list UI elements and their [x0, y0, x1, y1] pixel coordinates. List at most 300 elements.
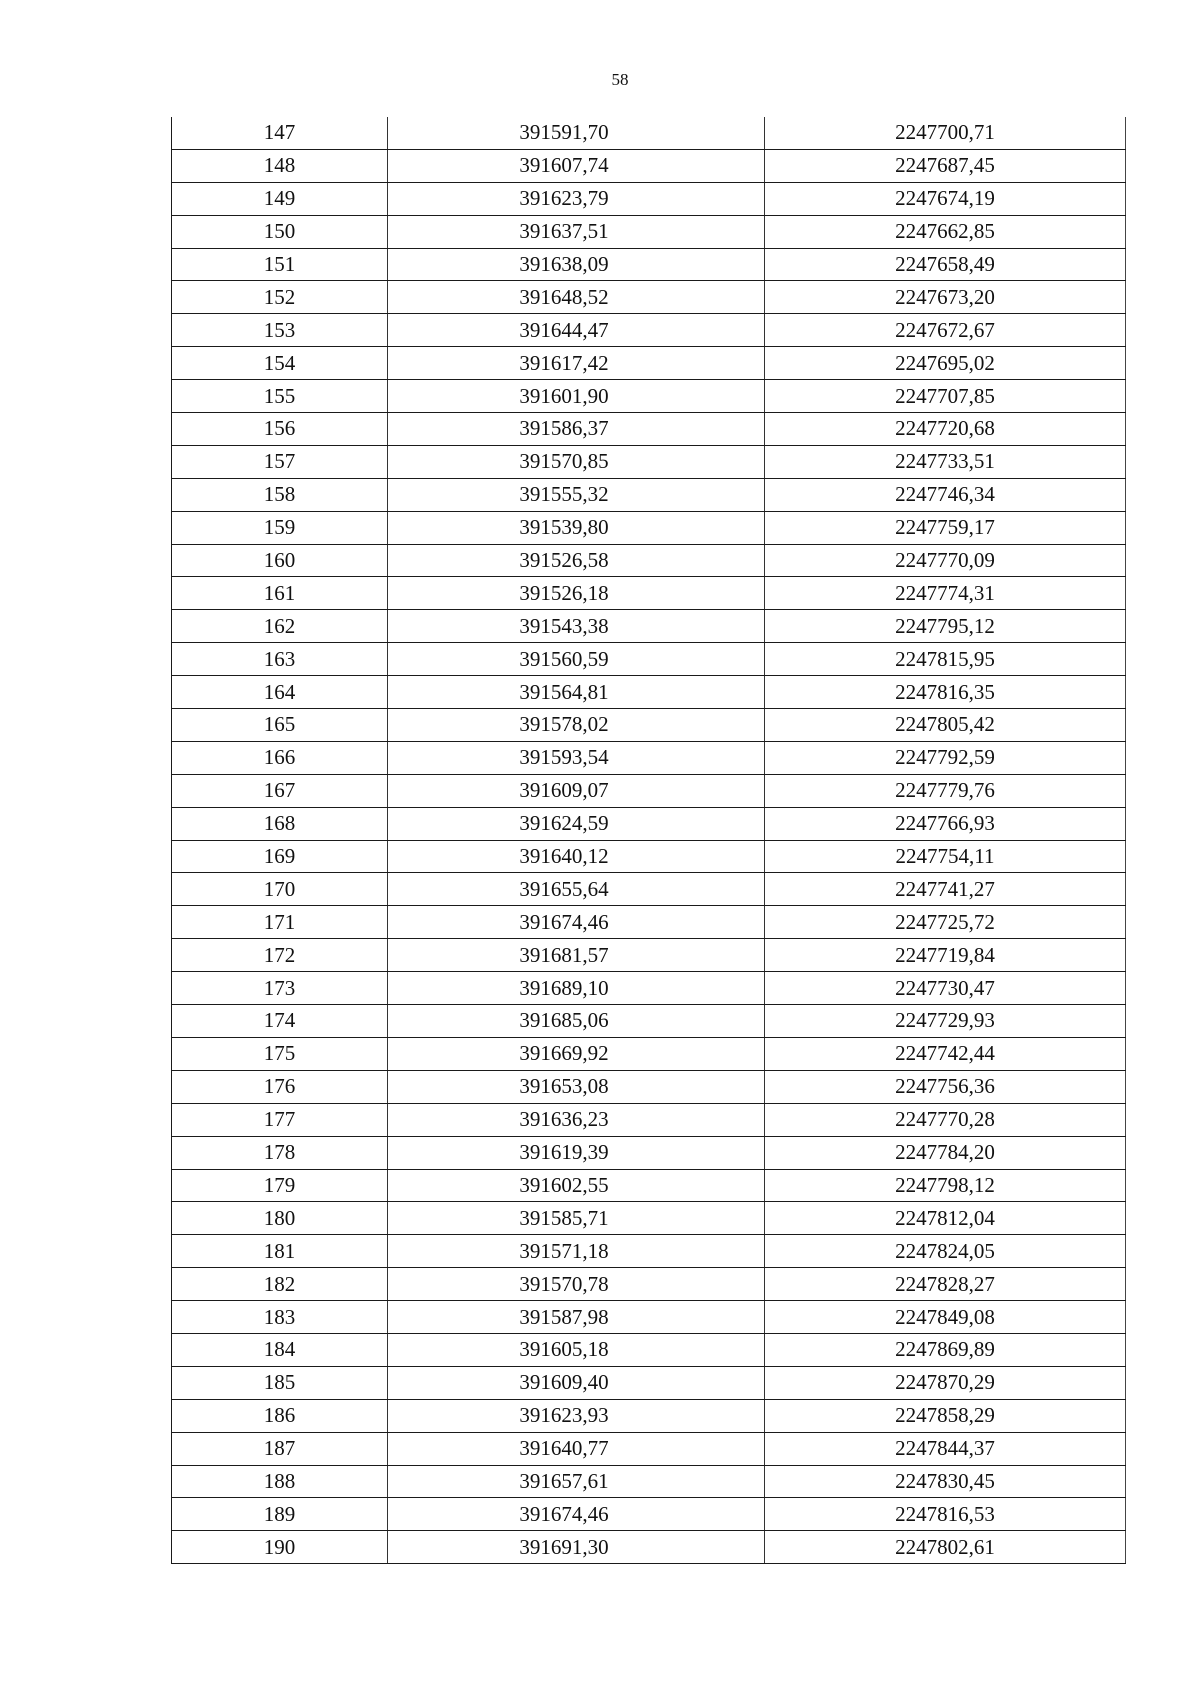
y-coordinate-cell [765, 1169, 1126, 1202]
table-row [172, 1037, 1126, 1070]
x-coordinate-cell [388, 676, 765, 709]
cell-text: 2247816,35 [895, 679, 995, 704]
x-coordinate-cell [388, 1202, 765, 1235]
point-number-cell [172, 149, 388, 182]
y-coordinate-cell [765, 1301, 1126, 1334]
table-row [172, 248, 1126, 281]
cell-text: 391578,02 [519, 712, 609, 737]
y-coordinate-cell [765, 413, 1126, 446]
cell-text: 391648,52 [519, 284, 609, 309]
cell-text: 154 [263, 350, 296, 375]
y-coordinate-cell [765, 1037, 1126, 1070]
page-number: 58 [611, 70, 629, 89]
table-row [172, 709, 1126, 742]
table-row [172, 1432, 1126, 1465]
cell-text: 189 [263, 1501, 296, 1526]
cell-text: 391609,40 [519, 1370, 609, 1395]
table-row [172, 577, 1126, 610]
point-number-cell [172, 709, 388, 742]
table-row [172, 1301, 1126, 1334]
cell-text: 163 [263, 646, 296, 671]
y-coordinate-cell [765, 1202, 1126, 1235]
x-coordinate-cell [388, 1268, 765, 1301]
table-row [172, 544, 1126, 577]
y-coordinate-cell [765, 149, 1126, 182]
cell-text: 2247779,76 [895, 778, 995, 803]
x-coordinate-cell [388, 1399, 765, 1432]
x-coordinate-cell [388, 1136, 765, 1169]
cell-text: 391607,74 [519, 153, 609, 178]
x-coordinate-cell [388, 972, 765, 1005]
cell-text: 155 [263, 383, 296, 408]
table-row [172, 1005, 1126, 1038]
cell-text: 391601,90 [519, 383, 609, 408]
y-coordinate-cell [765, 840, 1126, 873]
cell-text: 391619,39 [519, 1140, 609, 1165]
x-coordinate-cell [388, 807, 765, 840]
point-number-cell [172, 1498, 388, 1531]
point-number-cell [172, 906, 388, 939]
y-coordinate-cell [765, 1399, 1126, 1432]
x-coordinate-cell [388, 445, 765, 478]
table-row [172, 1268, 1126, 1301]
cell-text: 391571,18 [519, 1238, 609, 1263]
cell-text: 2247673,20 [895, 284, 995, 309]
x-coordinate-cell [388, 1070, 765, 1103]
point-number-cell [172, 1103, 388, 1136]
cell-text: 391605,18 [519, 1337, 609, 1362]
point-number-cell [172, 1399, 388, 1432]
cell-text: 391526,18 [519, 580, 609, 605]
x-coordinate-cell [388, 741, 765, 774]
cell-text: 2247662,85 [895, 219, 995, 244]
point-number-cell [172, 413, 388, 446]
cell-text: 2247858,29 [895, 1403, 995, 1428]
cell-text: 176 [263, 1074, 296, 1099]
cell-text: 2247816,53 [895, 1501, 995, 1526]
table-row [172, 314, 1126, 347]
cell-text: 172 [263, 942, 296, 967]
cell-text: 170 [263, 876, 296, 901]
cell-text: 2247725,72 [895, 909, 995, 934]
cell-text: 2247844,37 [895, 1436, 995, 1461]
coordinates-table-body [172, 117, 1126, 1564]
cell-text: 2247795,12 [895, 613, 995, 638]
x-coordinate-cell [388, 1465, 765, 1498]
cell-text: 2247756,36 [895, 1074, 995, 1099]
point-number-cell [172, 1202, 388, 1235]
table-row [172, 1235, 1126, 1268]
cell-text: 391560,59 [519, 646, 609, 671]
cell-text: 2247687,45 [895, 153, 995, 178]
table-row [172, 511, 1126, 544]
point-number-cell [172, 1235, 388, 1268]
table-row [172, 1465, 1126, 1498]
y-coordinate-cell [765, 1432, 1126, 1465]
cell-text: 391624,59 [519, 811, 609, 836]
cell-text: 2247770,09 [895, 548, 995, 573]
cell-text: 2247828,27 [895, 1271, 995, 1296]
cell-text: 2247658,49 [895, 252, 995, 276]
cell-text: 2247798,12 [895, 1172, 995, 1197]
table-row [172, 643, 1126, 676]
y-coordinate-cell [765, 1103, 1126, 1136]
cell-text: 391586,37 [519, 416, 609, 441]
y-coordinate-cell [765, 511, 1126, 544]
y-coordinate-cell [765, 906, 1126, 939]
cell-text: 2247733,51 [895, 449, 995, 474]
cell-text: 391564,81 [519, 679, 609, 704]
cell-text: 391609,07 [519, 778, 609, 803]
point-number-cell [172, 1136, 388, 1169]
cell-text: 391617,42 [519, 350, 609, 375]
table-row [172, 413, 1126, 446]
point-number-cell [172, 1169, 388, 1202]
cell-text: 391591,70 [519, 120, 609, 145]
cell-text: 2247695,02 [895, 350, 995, 375]
point-number-cell [172, 445, 388, 478]
y-coordinate-cell [765, 939, 1126, 972]
cell-text: 391539,80 [519, 515, 609, 540]
cell-text: 168 [263, 811, 296, 836]
cell-text: 2247802,61 [895, 1534, 995, 1559]
x-coordinate-cell [388, 215, 765, 248]
cell-text: 175 [263, 1041, 296, 1066]
table-row [172, 1103, 1126, 1136]
cell-text: 391585,71 [519, 1205, 609, 1230]
cell-text: 183 [263, 1304, 296, 1329]
cell-text: 158 [263, 482, 296, 507]
cell-text: 391685,06 [519, 1008, 609, 1033]
point-number-cell [172, 117, 388, 149]
cell-text: 391526,58 [519, 548, 609, 573]
y-coordinate-cell [765, 347, 1126, 380]
cell-text: 2247784,20 [895, 1140, 995, 1165]
cell-text: 391570,78 [519, 1271, 609, 1296]
x-coordinate-cell [388, 281, 765, 314]
cell-text: 391637,51 [519, 219, 609, 244]
x-coordinate-cell [388, 347, 765, 380]
cell-text: 2247672,67 [895, 317, 995, 342]
x-coordinate-cell [388, 413, 765, 446]
x-coordinate-cell [388, 1235, 765, 1268]
cell-text: 391593,54 [519, 745, 609, 770]
point-number-cell [172, 1432, 388, 1465]
cell-text: 178 [263, 1140, 296, 1165]
y-coordinate-cell [765, 676, 1126, 709]
x-coordinate-cell [388, 643, 765, 676]
x-coordinate-cell [388, 1103, 765, 1136]
y-coordinate-cell [765, 1465, 1126, 1498]
x-coordinate-cell [388, 149, 765, 182]
cell-text: 2247729,93 [895, 1008, 995, 1033]
y-coordinate-cell [765, 478, 1126, 511]
x-coordinate-cell [388, 1432, 765, 1465]
table-row [172, 774, 1126, 807]
point-number-cell [172, 1037, 388, 1070]
cell-text: 188 [263, 1468, 296, 1493]
cell-text: 2247674,19 [895, 186, 995, 211]
cell-text: 391674,46 [519, 1501, 609, 1526]
table-row [172, 1366, 1126, 1399]
cell-text: 152 [263, 284, 296, 309]
x-coordinate-cell [388, 544, 765, 577]
cell-text: 147 [263, 120, 296, 145]
x-coordinate-cell [388, 1301, 765, 1334]
table-row [172, 182, 1126, 215]
table-row [172, 873, 1126, 906]
point-number-cell [172, 281, 388, 314]
cell-text: 391691,30 [519, 1534, 609, 1559]
y-coordinate-cell [765, 873, 1126, 906]
cell-text: 2247824,05 [895, 1238, 995, 1263]
cell-text: 2247830,45 [895, 1468, 995, 1493]
x-coordinate-cell [388, 380, 765, 413]
table-row [172, 840, 1126, 873]
point-number-cell [172, 314, 388, 347]
x-coordinate-cell [388, 709, 765, 742]
table-row [172, 906, 1126, 939]
table-row [172, 1531, 1126, 1564]
y-coordinate-cell [765, 1136, 1126, 1169]
cell-text: 391657,61 [519, 1468, 609, 1493]
cell-text: 171 [263, 909, 296, 934]
point-number-cell [172, 1070, 388, 1103]
cell-text: 148 [263, 153, 296, 178]
cell-text: 391653,08 [519, 1074, 609, 1099]
point-number-cell [172, 1366, 388, 1399]
cell-text: 2247730,47 [895, 975, 995, 1000]
x-coordinate-cell [388, 117, 765, 149]
point-number-cell [172, 380, 388, 413]
y-coordinate-cell [765, 1268, 1126, 1301]
cell-text: 149 [263, 186, 296, 211]
y-coordinate-cell [765, 248, 1126, 281]
cell-text: 391655,64 [519, 876, 609, 901]
point-number-cell [172, 1465, 388, 1498]
point-number-cell [172, 347, 388, 380]
cell-text: 391636,23 [519, 1107, 609, 1132]
cell-text: 391689,10 [519, 975, 609, 1000]
cell-text: 185 [263, 1370, 296, 1395]
point-number-cell [172, 1268, 388, 1301]
cell-text: 2247849,08 [895, 1304, 995, 1329]
x-coordinate-cell [388, 840, 765, 873]
table-row [172, 1169, 1126, 1202]
cell-text: 2247742,44 [895, 1041, 995, 1066]
cell-text: 391623,79 [519, 186, 609, 211]
cell-text: 164 [263, 679, 296, 704]
point-number-cell [172, 1301, 388, 1334]
cell-text: 391640,12 [519, 844, 609, 869]
table-row [172, 610, 1126, 643]
x-coordinate-cell [388, 1037, 765, 1070]
cell-text: 2247720,68 [895, 416, 995, 441]
cell-text: 187 [263, 1436, 296, 1461]
point-number-cell [172, 643, 388, 676]
cell-text: 169 [263, 844, 296, 869]
y-coordinate-cell [765, 643, 1126, 676]
x-coordinate-cell [388, 577, 765, 610]
x-coordinate-cell [388, 478, 765, 511]
x-coordinate-cell [388, 774, 765, 807]
x-coordinate-cell [388, 1531, 765, 1564]
coordinates-table [171, 117, 1126, 1564]
cell-text: 160 [263, 548, 296, 573]
cell-text: 151 [263, 252, 296, 276]
point-number-cell [172, 840, 388, 873]
table-row [172, 807, 1126, 840]
cell-text: 2247815,95 [895, 646, 995, 671]
table-row [172, 972, 1126, 1005]
table-row [172, 281, 1126, 314]
table-row [172, 939, 1126, 972]
point-number-cell [172, 1005, 388, 1038]
y-coordinate-cell [765, 215, 1126, 248]
cell-text: 2247700,71 [895, 120, 995, 145]
y-coordinate-cell [765, 117, 1126, 149]
cell-text: 2247766,93 [895, 811, 995, 836]
table-row [172, 1202, 1126, 1235]
cell-text: 2247759,17 [895, 515, 995, 540]
cell-text: 157 [263, 449, 296, 474]
x-coordinate-cell [388, 1169, 765, 1202]
y-coordinate-cell [765, 807, 1126, 840]
table-row [172, 1333, 1126, 1366]
point-number-cell [172, 248, 388, 281]
y-coordinate-cell [765, 445, 1126, 478]
y-coordinate-cell [765, 544, 1126, 577]
cell-text: 2247812,04 [895, 1205, 995, 1230]
cell-text: 391602,55 [519, 1172, 609, 1197]
cell-text: 190 [263, 1534, 296, 1559]
x-coordinate-cell [388, 314, 765, 347]
y-coordinate-cell [765, 1235, 1126, 1268]
cell-text: 2247805,42 [895, 712, 995, 737]
table-row [172, 1498, 1126, 1531]
cell-text: 181 [263, 1238, 296, 1263]
x-coordinate-cell [388, 248, 765, 281]
point-number-cell [172, 610, 388, 643]
table-row [172, 478, 1126, 511]
y-coordinate-cell [765, 741, 1126, 774]
cell-text: 173 [263, 975, 296, 1000]
point-number-cell [172, 182, 388, 215]
cell-text: 150 [263, 219, 296, 244]
cell-text: 174 [263, 1008, 296, 1033]
cell-text: 186 [263, 1403, 296, 1428]
cell-text: 167 [263, 778, 296, 803]
y-coordinate-cell [765, 1333, 1126, 1366]
cell-text: 2247774,31 [895, 580, 995, 605]
cell-text: 177 [263, 1107, 296, 1132]
y-coordinate-cell [765, 972, 1126, 1005]
table-row [172, 445, 1126, 478]
cell-text: 391669,92 [519, 1041, 609, 1066]
cell-text: 180 [263, 1205, 296, 1230]
table-row [172, 741, 1126, 774]
cell-text: 2247770,28 [895, 1107, 995, 1132]
y-coordinate-cell [765, 610, 1126, 643]
cell-text: 391674,46 [519, 909, 609, 934]
x-coordinate-cell [388, 610, 765, 643]
point-number-cell [172, 1333, 388, 1366]
cell-text: 2247754,11 [895, 844, 995, 869]
y-coordinate-cell [765, 281, 1126, 314]
cell-text: 156 [263, 416, 296, 441]
y-coordinate-cell [765, 1498, 1126, 1531]
point-number-cell [172, 873, 388, 906]
table-row [172, 149, 1126, 182]
point-number-cell [172, 1531, 388, 1564]
table-row [172, 1070, 1126, 1103]
point-number-cell [172, 676, 388, 709]
table-row [172, 347, 1126, 380]
cell-text: 2247707,85 [895, 383, 995, 408]
point-number-cell [172, 511, 388, 544]
table-row [172, 117, 1126, 149]
cell-text: 391543,38 [519, 613, 609, 638]
table-row [172, 215, 1126, 248]
cell-text: 165 [263, 712, 296, 737]
point-number-cell [172, 939, 388, 972]
cell-text: 2247741,27 [895, 876, 995, 901]
y-coordinate-cell [765, 1070, 1126, 1103]
table-row [172, 380, 1126, 413]
cell-text: 184 [263, 1337, 296, 1362]
cell-text: 391623,93 [519, 1403, 609, 1428]
cell-text: 2247746,34 [895, 482, 995, 507]
point-number-cell [172, 577, 388, 610]
cell-text: 153 [263, 317, 296, 342]
table-row [172, 1399, 1126, 1432]
y-coordinate-cell [765, 1366, 1126, 1399]
y-coordinate-cell [765, 380, 1126, 413]
y-coordinate-cell [765, 577, 1126, 610]
cell-text: 166 [263, 745, 296, 770]
cell-text: 391555,32 [519, 482, 609, 507]
x-coordinate-cell [388, 906, 765, 939]
cell-text: 161 [263, 580, 296, 605]
x-coordinate-cell [388, 873, 765, 906]
cell-text: 159 [263, 515, 296, 540]
y-coordinate-cell [765, 774, 1126, 807]
x-coordinate-cell [388, 182, 765, 215]
y-coordinate-cell [765, 314, 1126, 347]
cell-text: 2247870,29 [895, 1370, 995, 1395]
cell-text: 391681,57 [519, 942, 609, 967]
cell-text: 391587,98 [519, 1304, 609, 1329]
cell-text: 2247792,59 [895, 745, 995, 770]
point-number-cell [172, 215, 388, 248]
point-number-cell [172, 807, 388, 840]
point-number-cell [172, 741, 388, 774]
table-row [172, 676, 1126, 709]
x-coordinate-cell [388, 511, 765, 544]
x-coordinate-cell [388, 1366, 765, 1399]
point-number-cell [172, 478, 388, 511]
table-row [172, 1136, 1126, 1169]
cell-text: 2247869,89 [895, 1337, 995, 1362]
x-coordinate-cell [388, 1333, 765, 1366]
cell-text: 391638,09 [519, 252, 609, 276]
y-coordinate-cell [765, 709, 1126, 742]
point-number-cell [172, 774, 388, 807]
cell-text: 182 [263, 1271, 296, 1296]
cell-text: 162 [263, 613, 296, 638]
cell-text: 391640,77 [519, 1436, 609, 1461]
cell-text: 391570,85 [519, 449, 609, 474]
